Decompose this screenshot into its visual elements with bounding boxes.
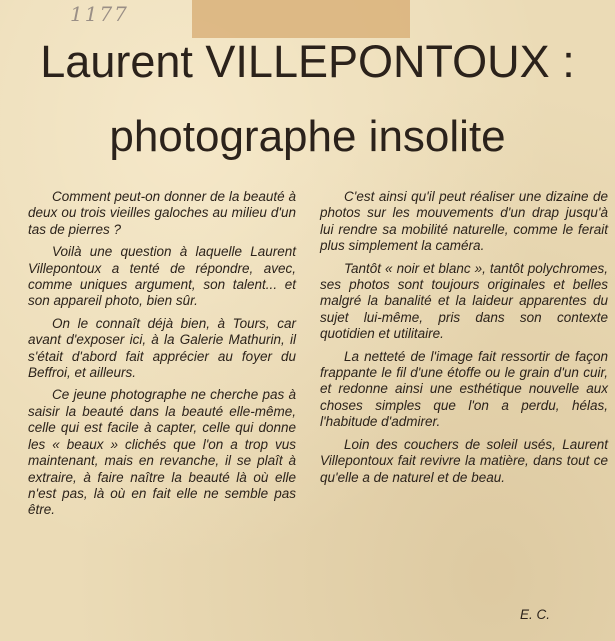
paragraph: C'est ainsi qu'il peut réaliser une dizaine de photos sur les mouvements d'un drap jusqu'à lui rendre sa mobilité naturelle, comme le ferait plus simplement la caméra. xyxy=(320,189,608,254)
headline-line-1: Laurent VILLEPONTOUX : xyxy=(40,36,575,87)
paragraph: Ce jeune photographe ne cherche pas à saisir la beauté dans la beauté elle-même, celle qui est facile à capter, celle qui donne les « beaux » clichés que l'on a trop vus maintenant, mais en revanche, il se plaît à extraire, à faire naître la beauté là où elle n'est pas, là où en fait elle ne semble pas être. xyxy=(28,387,296,518)
paragraph: Loin des couchers de soleil usés, Laurent Villepontoux fait revivre la matière, dans tout ce qu'elle a de naturel et de beau. xyxy=(320,436,608,485)
headline-line-2: photographe insolite xyxy=(109,112,506,161)
article-column-right xyxy=(320,189,608,492)
paragraph: La netteté de l'image fait ressortir de façon frappante le fil d'une étoffe ou le grain d'un cuir, et redonne ainsi une esthétique nouvelle aux choses simples que l'on a perdu, hélas, l'habitude d'admirer. xyxy=(320,348,608,430)
paragraph: On le connaît déjà bien, à Tours, car avant d'exposer ici, à la Galerie Mathurin, il s'était d'abord fait apprécier au foyer du Beffroi, et ailleurs. xyxy=(28,315,296,381)
article-column-left xyxy=(28,189,296,525)
pencil-number: 1177 xyxy=(70,2,129,26)
paragraph: Comment peut-on donner de la beauté à deux ou trois vieilles galoches au milieu d'un tas de pierres ? xyxy=(28,189,296,237)
author-signature: E. C. xyxy=(520,607,551,622)
paragraph: Voilà une question à laquelle Laurent Villepontoux a tenté de répondre, avec, comme uniques argument, son talent... et son appareil photo, bien sûr. xyxy=(28,244,296,309)
paragraph: Tantôt « noir et blanc », tantôt polychromes, ses photos sont toujours originales et belles malgré la banalité et la laideur apparentes du sujet lui-même, pris dans son contexte quotidien et utilitaire. xyxy=(320,260,608,342)
